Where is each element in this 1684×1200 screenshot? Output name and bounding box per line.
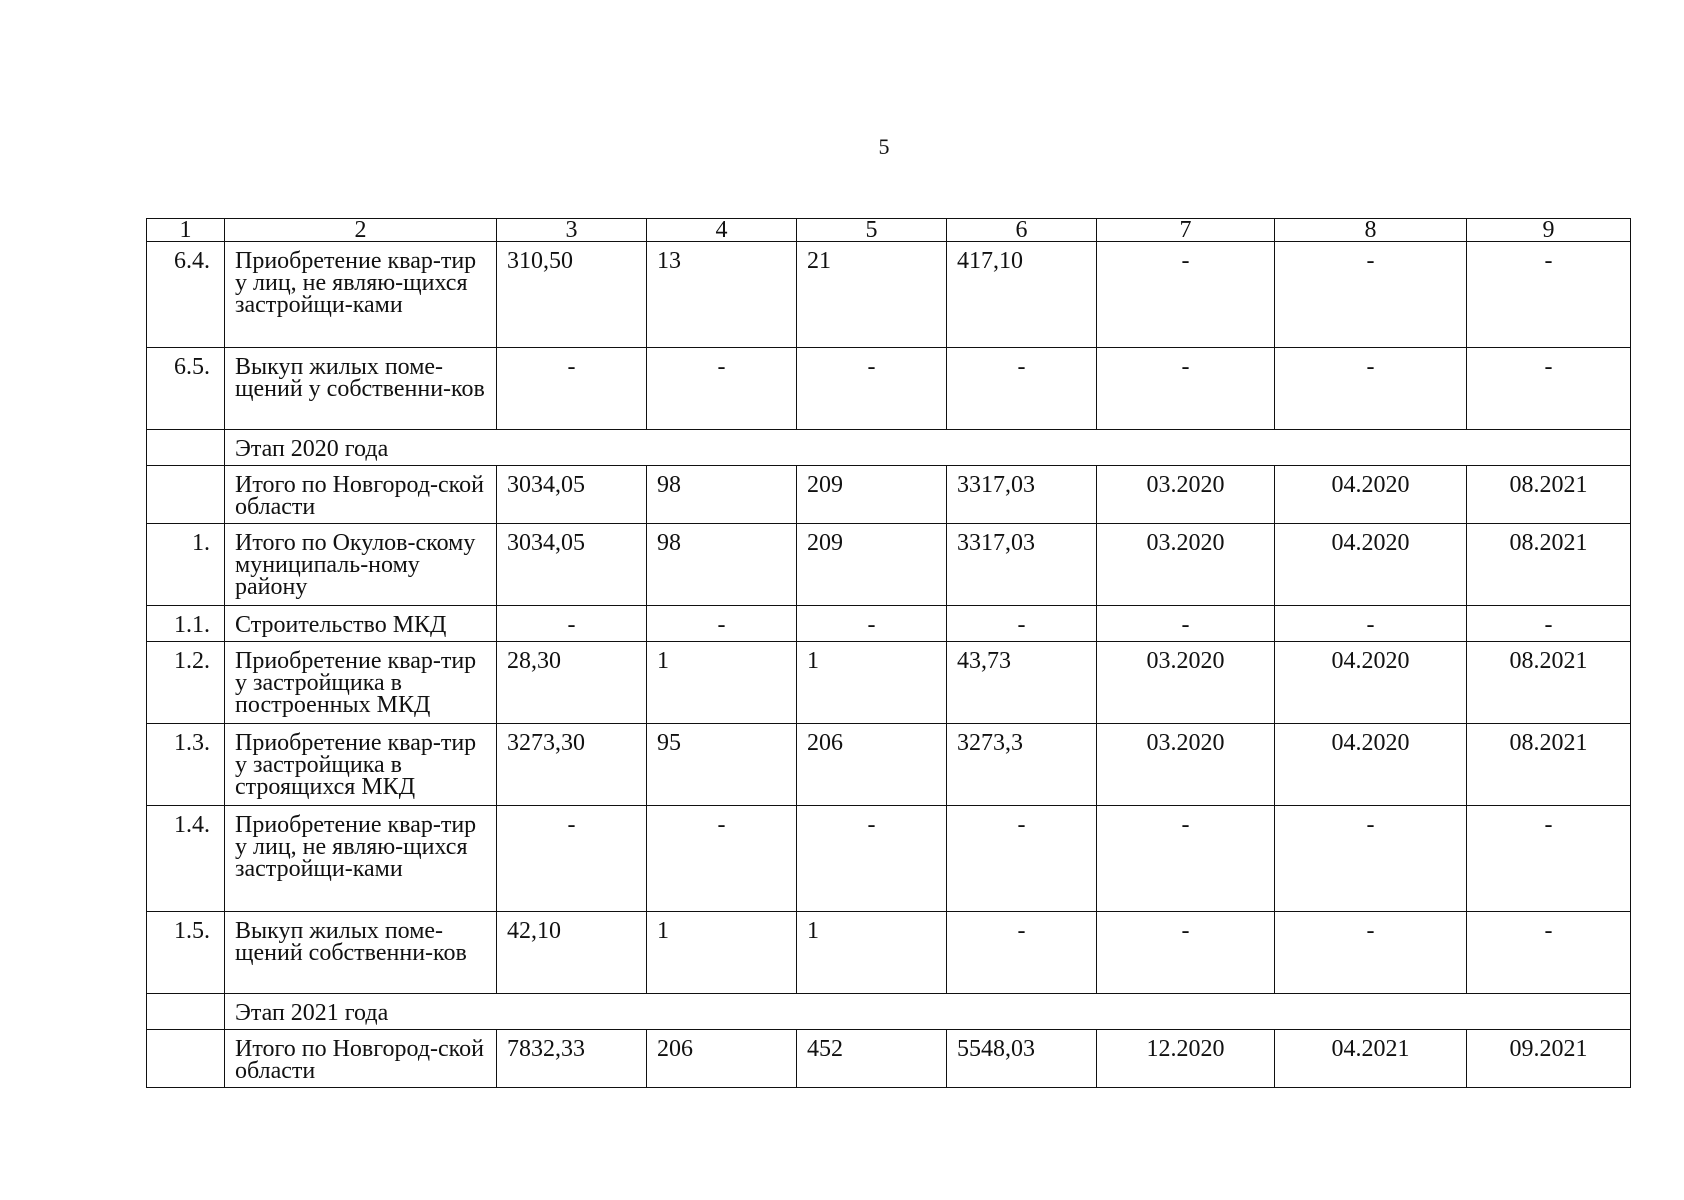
cell-col3: 7832,33 [497, 1030, 647, 1088]
cell-col6: 417,10 [947, 242, 1097, 348]
table-row [147, 724, 1631, 806]
cell-col5: 21 [797, 242, 947, 348]
cell-col4: 13 [647, 242, 797, 348]
cell-col9: - [1467, 912, 1631, 994]
cell-col9: 08.2021 [1467, 642, 1631, 724]
cell-col4: - [647, 806, 797, 912]
cell-col3: 3034,05 [497, 466, 647, 524]
cell-col8: 04.2020 [1275, 466, 1467, 524]
table-row [147, 912, 1631, 994]
row-name: Выкуп жилых поме-щений собственни-ков [225, 912, 497, 994]
cell-col8: - [1275, 606, 1467, 642]
row-name: Итого по Новгород-ской области [225, 1030, 497, 1088]
cell-col8: 04.2021 [1275, 1030, 1467, 1088]
cell-col6: - [947, 912, 1097, 994]
cell-col3: 3034,05 [497, 524, 647, 606]
cell-col9: 09.2021 [1467, 1030, 1631, 1088]
cell-col6: 3317,03 [947, 466, 1097, 524]
cell-col7: 03.2020 [1097, 724, 1275, 806]
row-number [147, 466, 225, 524]
row-number: 1.3. [147, 724, 225, 806]
row-name: Выкуп жилых поме-щений у собственни-ков [225, 348, 497, 430]
row-number: 1. [147, 524, 225, 606]
cell-col7: 03.2020 [1097, 642, 1275, 724]
cell-col8: - [1275, 242, 1467, 348]
stage-label: Этап 2020 года [225, 430, 1631, 466]
row-number: 1.5. [147, 912, 225, 994]
cell-col5: 1 [797, 642, 947, 724]
stage-row [147, 430, 1631, 466]
table-row [147, 606, 1631, 642]
cell-col3: 42,10 [497, 912, 647, 994]
column-header: 2 [225, 219, 497, 242]
program-table [146, 218, 1631, 1088]
cell-col6: 3317,03 [947, 524, 1097, 606]
table-row [147, 806, 1631, 912]
row-name: Итого по Новгород-ской области [225, 466, 497, 524]
row-name: Приобретение квар-тир у застройщика в построенных МКД [225, 642, 497, 724]
cell-col8: - [1275, 348, 1467, 430]
cell-col3: 3273,30 [497, 724, 647, 806]
cell-col5: 1 [797, 912, 947, 994]
cell-col7: 12.2020 [1097, 1030, 1275, 1088]
cell-col5: 209 [797, 524, 947, 606]
row-number: 1.2. [147, 642, 225, 724]
cell-col8: - [1275, 912, 1467, 994]
cell-col7: - [1097, 606, 1275, 642]
cell-col8: 04.2020 [1275, 724, 1467, 806]
cell-col3: - [497, 606, 647, 642]
column-header: 3 [497, 219, 647, 242]
cell-col9: - [1467, 348, 1631, 430]
cell-col4: - [647, 606, 797, 642]
row-name: Приобретение квар-тир у лиц, не являю-щихся застройщи-ками [225, 242, 497, 348]
cell-col5: 452 [797, 1030, 947, 1088]
cell-col4: 206 [647, 1030, 797, 1088]
cell-col5: 209 [797, 466, 947, 524]
cell-col9: - [1467, 606, 1631, 642]
column-header: 5 [797, 219, 947, 242]
cell-col9: - [1467, 242, 1631, 348]
cell-col6: 43,73 [947, 642, 1097, 724]
cell-col6: - [947, 806, 1097, 912]
cell-col7: - [1097, 806, 1275, 912]
cell-col8: - [1275, 806, 1467, 912]
cell-col5: - [797, 806, 947, 912]
row-name: Приобретение квар-тир у застройщика в строящихся МКД [225, 724, 497, 806]
cell-col6: - [947, 348, 1097, 430]
cell-col5: - [797, 348, 947, 430]
cell-col6: 5548,03 [947, 1030, 1097, 1088]
cell-col6: 3273,3 [947, 724, 1097, 806]
row-number: 6.4. [147, 242, 225, 348]
cell-col4: 95 [647, 724, 797, 806]
column-header: 4 [647, 219, 797, 242]
table-row [147, 242, 1631, 348]
cell-col4: 1 [647, 912, 797, 994]
page-number: 5 [878, 134, 890, 159]
stage-number-cell [147, 994, 225, 1030]
stage-number-cell [147, 430, 225, 466]
table-row [147, 642, 1631, 724]
column-header: 1 [147, 219, 225, 242]
table-row [147, 1030, 1631, 1088]
cell-col5: - [797, 606, 947, 642]
cell-col4: 98 [647, 466, 797, 524]
cell-col7: - [1097, 912, 1275, 994]
row-name: Строительство МКД [225, 606, 497, 642]
table-row [147, 466, 1631, 524]
cell-col4: - [647, 348, 797, 430]
cell-col9: - [1467, 806, 1631, 912]
cell-col4: 1 [647, 642, 797, 724]
cell-col7: 03.2020 [1097, 466, 1275, 524]
cell-col5: 206 [797, 724, 947, 806]
row-number: 6.5. [147, 348, 225, 430]
table-row [147, 524, 1631, 606]
cell-col3: 310,50 [497, 242, 647, 348]
cell-col7: - [1097, 348, 1275, 430]
cell-col3: - [497, 348, 647, 430]
cell-col8: 04.2020 [1275, 524, 1467, 606]
row-name: Приобретение квар-тир у лиц, не являю-щихся застройщи-ками [225, 806, 497, 912]
cell-col9: 08.2021 [1467, 524, 1631, 606]
cell-col6: - [947, 606, 1097, 642]
cell-col7: - [1097, 242, 1275, 348]
row-number: 1.1. [147, 606, 225, 642]
column-header: 7 [1097, 219, 1275, 242]
column-header: 8 [1275, 219, 1467, 242]
stage-row [147, 994, 1631, 1030]
cell-col3: - [497, 806, 647, 912]
row-number [147, 1030, 225, 1088]
cell-col9: 08.2021 [1467, 724, 1631, 806]
cell-col4: 98 [647, 524, 797, 606]
stage-label: Этап 2021 года [225, 994, 1631, 1030]
cell-col3: 28,30 [497, 642, 647, 724]
column-number-row [147, 219, 1631, 242]
cell-col9: 08.2021 [1467, 466, 1631, 524]
column-header: 9 [1467, 219, 1631, 242]
column-header: 6 [947, 219, 1097, 242]
row-name: Итого по Окулов-скому муниципаль-ному району [225, 524, 497, 606]
table-row [147, 348, 1631, 430]
cell-col7: 03.2020 [1097, 524, 1275, 606]
row-number: 1.4. [147, 806, 225, 912]
cell-col8: 04.2020 [1275, 642, 1467, 724]
